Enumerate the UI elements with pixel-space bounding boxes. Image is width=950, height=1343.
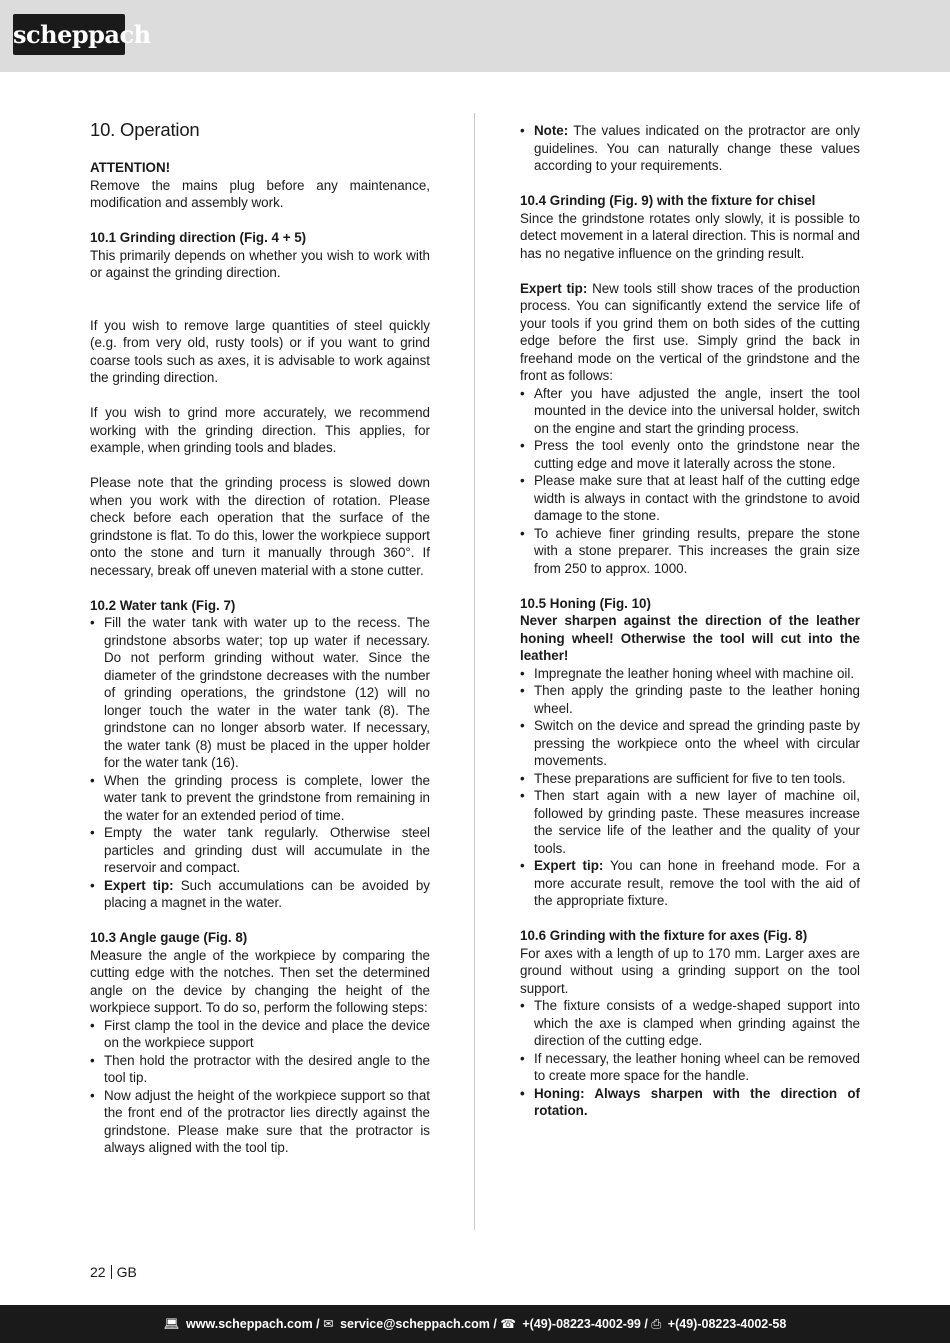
list-item: • Then start again with a new layer of machine oil, followed by grinding paste. These measures increase the service life of the leather and the quality of your tools. [520, 787, 860, 857]
note-text: The values indicated on the protractor are only guidelines. You can naturally change these values according to your requirements. [534, 123, 860, 173]
list-item: • Impregnate the leather honing wheel with machine oil. [520, 665, 860, 683]
expert-tip-text: New tools still show traces of the production process. You can significantly extend the service life of your tools if you grind them on both sides of the cutting edge before the first use. Simply grind the back in freehand mode on the vertical of the grindstone and the front as follows: [520, 280, 860, 383]
footer-contact-bar [0, 1305, 950, 1343]
list-item [90, 877, 430, 912]
paragraph: This primarily depends on whether you wish to work with or against the grinding direction. [90, 247, 430, 280]
list-item: • Now adjust the height of the workpiece support so that the front end of the protractor lies directly against the grindstone. Please make sure that the protractor is always aligned with the tool tip. [90, 1087, 430, 1157]
fax-number: +(49)-08223-4002-58 [667, 1317, 787, 1331]
honing-section [520, 595, 860, 910]
list-item: • Fill the water tank with water up to the recess. The grindstone absorbs water; top up water if necessary. Do not perform grinding without water. Since the diameter of the grindstone decreases with the number of grinding operations, the grindstone (12) will no longer touch the water in the water tank (8). The grindstone can no longer absorb water. If necessary, the water tank (8) must be placed in the upper holder for the water tank (16). [90, 614, 430, 772]
list-item: • To achieve finer grinding results, prepare the stone with a stone preparer. This increases the grain size from 250 to approx. 1000. [520, 525, 860, 578]
column-divider [474, 113, 475, 1230]
list-item: • When the grinding process is complete, lower the water tank to prevent the grindstone from remaining in the water for an extended period of time. [90, 772, 430, 825]
paragraph [520, 280, 860, 385]
computer-icon: 💻︎ [163, 1317, 180, 1331]
bullet-list [520, 665, 860, 910]
header-band [0, 0, 950, 72]
section-title: 10. Operation [90, 119, 200, 140]
expert-tip-label: Expert tip: [520, 280, 588, 296]
subsection-heading-10-6: 10.6 Grinding with the fixture for axes (Fig. 8) [520, 928, 808, 943]
page-separator [111, 1265, 112, 1279]
expert-tip-text: Such accumulations can be avoided by placing a magnet in the water. [104, 877, 430, 910]
list-item: • The fixture consists of a wedge-shaped support into which the axe is clamped when grinding against the direction of the cutting edge. [520, 997, 860, 1050]
paragraph: Please note that the grinding process is slowed down when you work with the direction of rotation. Please check before each operation that the surface of the grindstone is flat. To do this, lower the workpiece support onto the stone and turn it manually through 360°. If necessary, break off uneven material with a stone cutter. [90, 475, 430, 578]
list-item: • Switch on the device and spread the grinding paste by pressing the workpiece onto the wheel with circular movements. [520, 717, 860, 770]
bullet-list [90, 614, 430, 912]
email-link[interactable]: service@scheppach.com / [340, 1317, 497, 1331]
attention-block [90, 159, 430, 212]
page-number-value: 22 [90, 1264, 106, 1280]
subsection-heading-10-3: 10.3 Angle gauge (Fig. 8) [90, 930, 248, 945]
expert-tip-block [520, 280, 860, 578]
language-code: GB [116, 1264, 137, 1280]
note-label: Note: [534, 123, 569, 138]
grinding-direction-intro [90, 229, 430, 282]
phone-icon: ☎ [500, 1317, 516, 1331]
angle-gauge-section [90, 929, 430, 1157]
list-item: • Press the tool evenly onto the grindstone near the cutting edge and move it laterally across the stone. [520, 437, 860, 472]
bullet-list [90, 1017, 430, 1157]
honing-warning: Never sharpen against the direction of the leather honing wheel! Otherwise the tool will cut into the leather! [520, 613, 860, 663]
attention-text: Remove the mains plug before any maintenance, modification and assembly work. [90, 177, 430, 210]
list-item: • Honing: Always sharpen with the direction of rotation. [520, 1085, 860, 1120]
left-column [90, 117, 430, 1157]
attention-heading: ATTENTION! [90, 160, 171, 175]
bullet-list [520, 385, 860, 578]
phone-number: +(49)-08223-4002-99 / [522, 1317, 648, 1331]
chisel-fixture-section [520, 192, 860, 262]
page-number [90, 1264, 137, 1280]
note-list [520, 122, 860, 175]
subsection-heading-10-1: 10.1 Grinding direction (Fig. 4 + 5) [90, 230, 307, 245]
list-item [520, 857, 860, 910]
list-item: • Please make sure that at least half of the cutting edge width is always in contact with the grindstone to avoid damage to the stone. [520, 472, 860, 525]
water-tank-section [90, 597, 430, 912]
fax-icon: ⎙ [651, 1317, 662, 1331]
list-item: • First clamp the tool in the device and place the device on the workpiece support [90, 1017, 430, 1052]
list-item: • If necessary, the leather honing wheel can be removed to create more space for the handle. [520, 1050, 860, 1085]
list-item: • After you have adjusted the angle, insert the tool mounted in the device into the universal holder, switch on the engine and start the grinding process. [520, 385, 860, 438]
list-item [520, 122, 860, 175]
paragraph: If you wish to remove large quantities of steel quickly (e.g. from very old, rusty tools) or if you want to grind coarse tools such as axes, it is advisable to work against the grinding direction. [90, 317, 430, 385]
expert-tip-label: Expert tip: [534, 858, 604, 873]
paragraph: Measure the angle of the workpiece by comparing the cutting edge with the notches. Then set the determined angle on the device by changing the height of the workpiece support. To do so, perform the following steps: [90, 947, 430, 1015]
brand-logo: scheppach [13, 14, 125, 55]
list-item: • Then apply the grinding paste to the leather honing wheel. [520, 682, 860, 717]
list-item: • Empty the water tank regularly. Otherwise steel particles and grinding dust will accumulate in the reservoir and compact. [90, 824, 430, 877]
right-column [520, 117, 860, 1120]
axe-fixture-section [520, 927, 860, 1120]
bullet-list [520, 997, 860, 1120]
subsection-heading-10-2: 10.2 Water tank (Fig. 7) [90, 597, 236, 613]
paragraph: Since the grindstone rotates only slowly, it is possible to detect movement in a lateral direction. This is normal and has no negative influence on the grinding result. [520, 210, 860, 261]
expert-tip-text: You can hone in freehand mode. For a more accurate result, remove the tool with the aid of the appropriate fixture. [534, 858, 861, 908]
expert-tip-label: Expert tip: [104, 877, 174, 893]
subsection-heading-10-4: 10.4 Grinding (Fig. 9) with the fixture for chisel [520, 193, 816, 208]
list-item: • Then hold the protractor with the desired angle to the tool tip. [90, 1052, 430, 1087]
website-link[interactable]: www.scheppach.com / [186, 1317, 320, 1331]
subsection-heading-10-5: 10.5 Honing (Fig. 10) [520, 595, 651, 611]
mail-icon: ✉ [323, 1317, 334, 1331]
paragraph: If you wish to grind more accurately, we recommend working with the grinding direction. This applies, for example, when grinding tools and blades. [90, 405, 430, 455]
list-item: • These preparations are sufficient for five to ten tools. [520, 770, 860, 788]
paragraph: For axes with a length of up to 170 mm. Larger axes are ground without using a grinding support on the tool support. [520, 945, 860, 996]
